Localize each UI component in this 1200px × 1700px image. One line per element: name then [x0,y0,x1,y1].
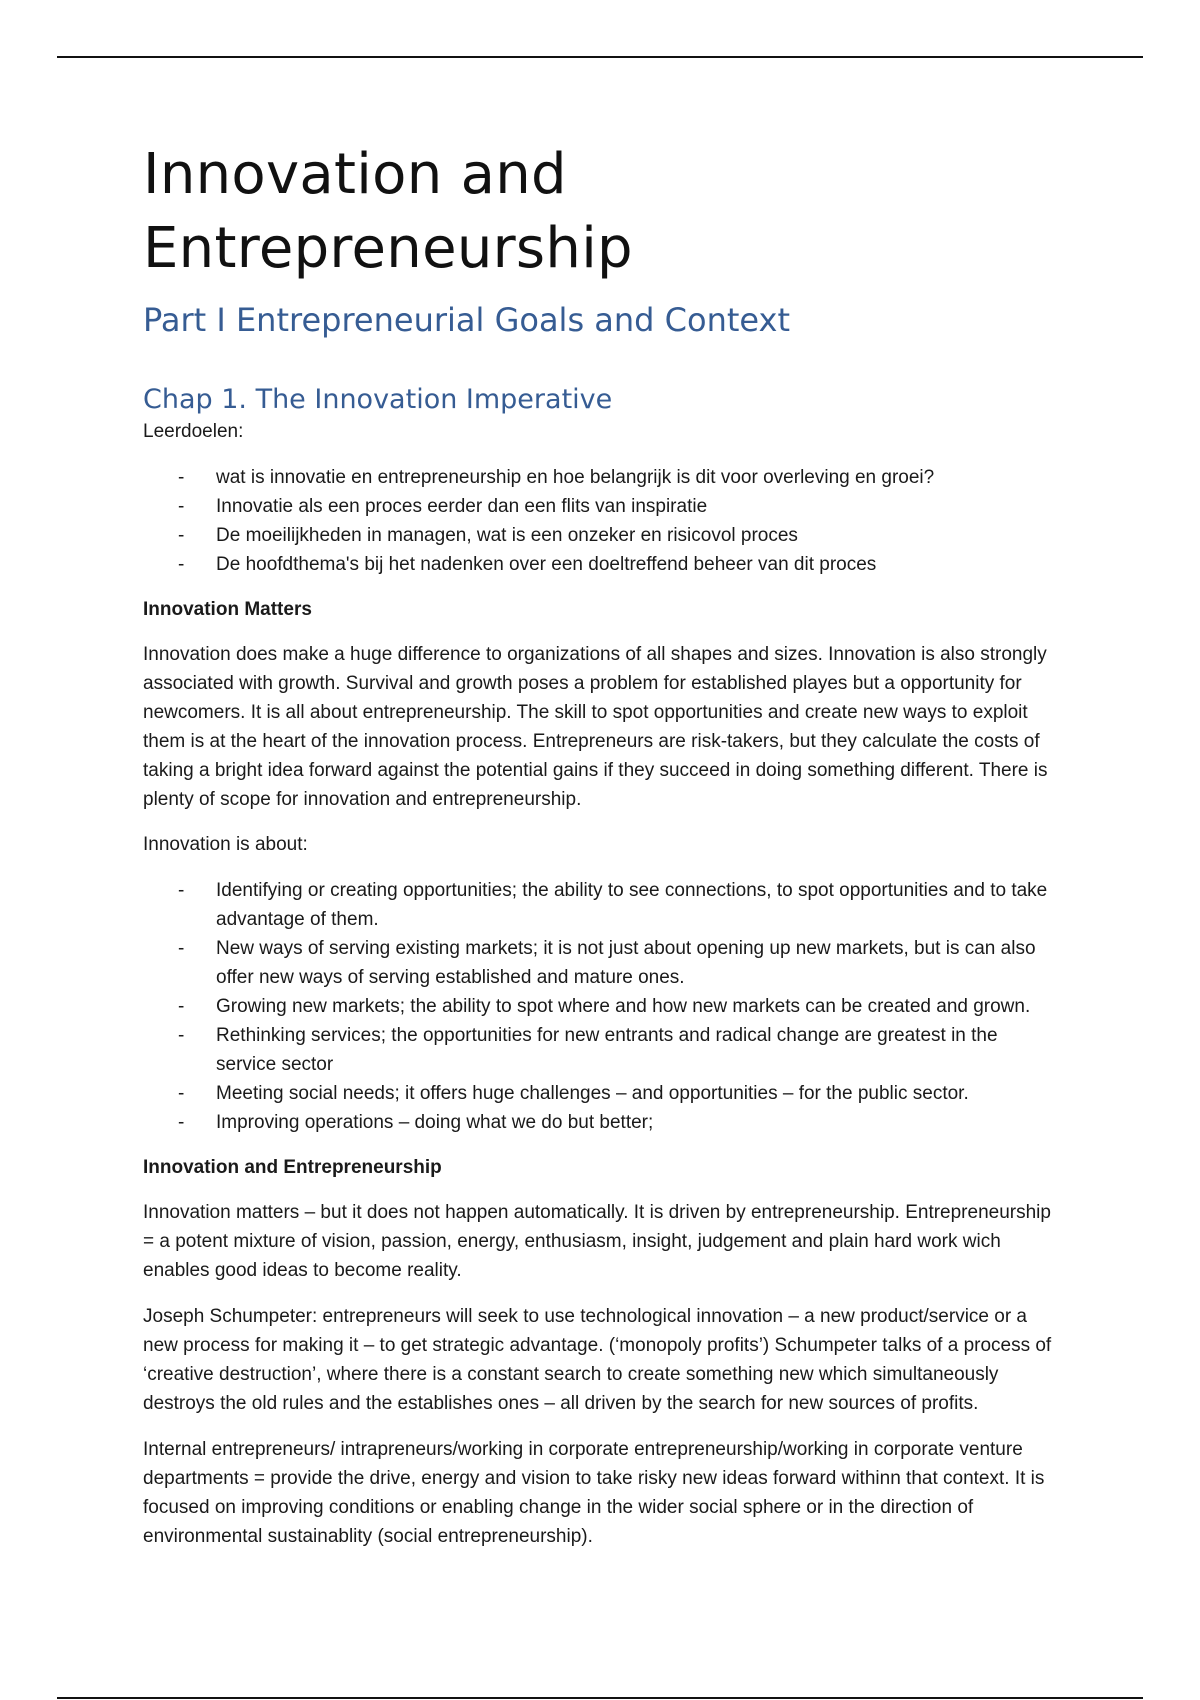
dash-bullet: - [178,1112,185,1133]
list-item: - New ways of serving existing markets; it is not just about opening up new markets, but is can also offer new ways of serving established and mature ones. [143,934,1063,992]
innovation-about-label: Innovation is about: [143,834,308,855]
paragraph-innovation-matters: Innovation does make a huge difference to organizations of all shapes and sizes. Innovation is also strongly associated with growth. Survival and growth poses a problem for established playes but a opportunity for newcomers. It is all about entrepreneurship. The skill to spot opportunities and create new ways to exploit them is at the heart of the innovation process. Entrepreneurs are risk-takers, but they calculate the costs of taking a bright idea forward against the potential gains if they succeed in doing something different. There is plenty of scope for innovation and entrepreneurship. [143,644,1048,810]
paragraph-entrepreneurship-2: Joseph Schumpeter: entrepreneurs will seek to use technological innovation – a new product/service or a new process for making it – to get strategic advantage. (‘monopoly profits’) Schumpeter talks of a process of ‘creative destruction’, where there is a constant search to create something new which simultaneously destroys the old rules and the establishes ones – all driven by the search for new sources of profits. [143,1306,1052,1414]
dash-bullet: - [178,554,185,575]
dash-bullet: - [178,525,185,546]
document-page [143,138,1063,1551]
dash-bullet: - [178,467,185,488]
dash-bullet: - [178,938,185,959]
part-title: Part I Entrepreneurial Goals and Context [143,301,791,339]
document-title: Innovation and Entrepreneurship [143,142,633,281]
leerdoelen-label: Leerdoelen: [143,421,244,442]
section-heading-innovation-entrepreneurship: Innovation and Entrepreneurship [143,1157,442,1178]
dash-bullet: - [178,496,185,517]
list-item: - Rethinking services; the opportunities for new entrants and radical change are greatest in the service sector [143,1021,1063,1079]
dash-bullet: - [178,996,185,1017]
bottom-rule [57,1697,1143,1699]
chapter-title: Chap 1. The Innovation Imperative [143,384,613,415]
list-item: - De moeilijkheden in managen, wat is een onzeker en risicovol proces [143,521,1063,550]
list-item: - Innovatie als een proces eerder dan een flits van inspiratie [143,492,1063,521]
list-item: - Meeting social needs; it offers huge challenges – and opportunities – for the public sector. [143,1079,1063,1108]
section-heading-innovation-matters: Innovation Matters [143,599,312,620]
list-item: - Growing new markets; the ability to spot where and how new markets can be created and grown. [143,992,1063,1021]
top-rule [57,56,1143,58]
dash-bullet: - [178,1083,185,1104]
list-item: - Improving operations – doing what we do but better; [143,1108,1063,1137]
paragraph-entrepreneurship-1: Innovation matters – but it does not happen automatically. It is driven by entrepreneurship. Entrepreneurship = a potent mixture of vision, passion, energy, enthusiasm, insight, judgement and plain hard work wich enables good ideas to become reality. [143,1202,1051,1281]
dash-bullet: - [178,1025,185,1046]
dash-bullet: - [178,880,185,901]
innovation-about-list [143,876,1063,1137]
list-item: - De hoofdthema's bij het nadenken over een doeltreffend beheer van dit proces [143,550,1063,579]
list-item: - Identifying or creating opportunities; the ability to see connections, to spot opportunities and to take advantage of them. [143,876,1063,934]
paragraph-entrepreneurship-3: Internal entrepreneurs/ intrapreneurs/working in corporate entrepreneurship/working in corporate venture departments = provide the drive, energy and vision to take risky new ideas forward withinn that context. It is focused on improving conditions or enabling change in the wider social sphere or in the direction of environmental sustainablity (social entrepreneurship). [143,1439,1045,1547]
list-item: - wat is innovatie en entrepreneurship en hoe belangrijk is dit voor overleving en groei? [143,463,1063,492]
leerdoelen-list [143,463,1063,579]
